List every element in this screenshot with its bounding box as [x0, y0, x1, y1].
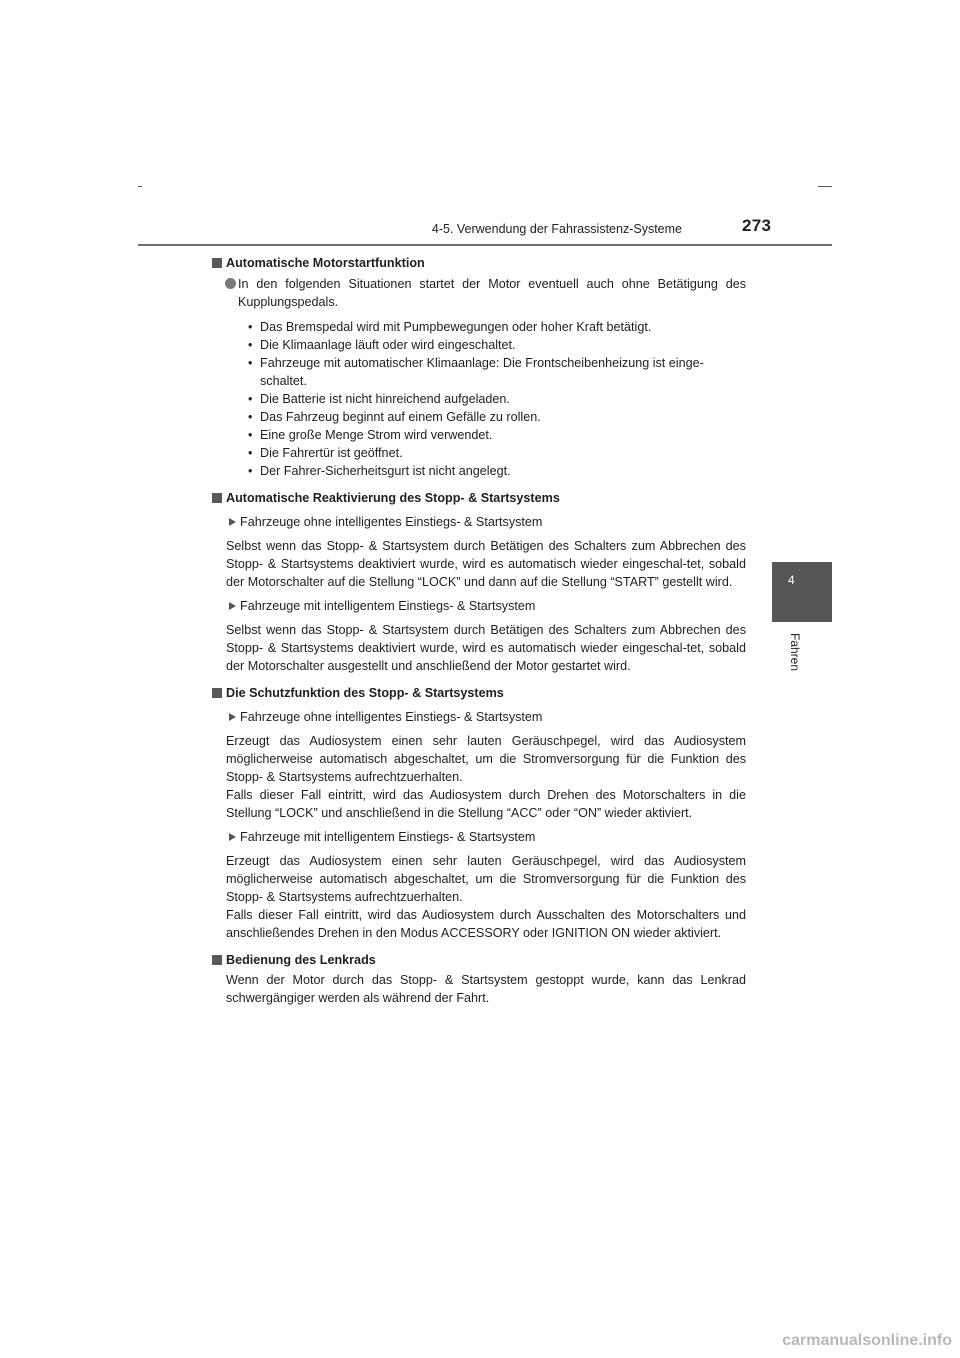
paragraph: Erzeugt das Audiosystem einen sehr lauten Geräuschpegel, wird das Audiosystem möglicherweise automatisch abgeschaltet, um die Stromversorgung für die Funktion des Stopp- & Startsystems aufrechtzuerhalten. Falls dieser Fall eintritt, wird das Audiosystem durch Ausschalten des Motorschalters und anschließendes Drehen in den Modus ACCESSORY oder IGNITION ON wieder aktiviert.	[226, 854, 746, 940]
vehicle-variant-label: Fahrzeuge ohne intelligentes Einstiegs- & Startsystem	[212, 513, 746, 531]
paragraph: Wenn der Motor durch das Stopp- & Startsystem gestoppt wurde, kann das Lenkrad schwergängiger werden als während der Fahrt.	[226, 973, 746, 1005]
bullet-dot-icon: •	[248, 428, 253, 442]
bullet-dot-icon: •	[248, 446, 253, 460]
vehicle-variant-label: Fahrzeuge ohne intelligentes Einstiegs- & Startsystem	[212, 708, 746, 726]
list-item: • Das Fahrzeug beginnt auf einem Gefälle zu rollen.	[248, 410, 541, 424]
crop-mark-left	[138, 186, 142, 187]
bullet-dot-icon: •	[248, 338, 253, 352]
page-content	[212, 254, 746, 1007]
list-item: • Die Fahrertür ist geöffnet.	[248, 446, 403, 460]
list-item: • Die Klimaanlage läuft oder wird eingeschaltet.	[248, 338, 516, 352]
list-item: • Die Batterie ist nicht hinreichend aufgeladen.	[248, 392, 510, 406]
bullet-dot-icon: •	[248, 320, 253, 334]
bullet-dot-icon: •	[248, 392, 253, 406]
watermark: carmanualsonline.info	[782, 1332, 952, 1349]
section-heading: Die Schutzfunktion des Stopp- & Startsystems	[212, 684, 746, 702]
chapter-tab[interactable]	[772, 562, 832, 622]
bullet-dot-icon: •	[248, 464, 253, 478]
square-bullet-icon	[212, 955, 222, 965]
section-heading: Automatische Reaktivierung des Stopp- & Startsystems	[212, 489, 746, 507]
square-bullet-icon	[212, 688, 222, 698]
bullet-dot-icon: •	[248, 410, 253, 424]
list-item: • Fahrzeuge mit automatischer Klimaanlage: Die Frontscheibenheizung ist einge-schaltet.	[248, 356, 704, 388]
circle-bullet-icon	[225, 278, 236, 289]
square-bullet-icon	[212, 493, 222, 503]
running-header-section: 4-5. Verwendung der Fahrassistenz-Systeme	[431, 222, 682, 236]
header-rule	[138, 244, 832, 246]
page-number: 273	[742, 216, 772, 235]
crop-mark-right	[818, 186, 832, 187]
chapter-label: Fahren	[788, 633, 802, 672]
square-bullet-icon	[212, 258, 222, 268]
bullet-dot-icon: •	[248, 356, 253, 370]
vehicle-variant-label: Fahrzeuge mit intelligentem Einstiegs- & Startsystem	[212, 828, 746, 846]
chapter-number: 4	[788, 573, 795, 587]
list-item: • Eine große Menge Strom wird verwendet.	[248, 428, 493, 442]
section-heading: Automatische Motorstartfunktion	[212, 254, 746, 272]
section-intro: In den folgenden Situationen startet der Motor eventuell auch ohne Betätigung des Kupplungspedals.	[212, 275, 746, 311]
section-heading: Bedienung des Lenkrads	[212, 951, 746, 969]
triangle-bullet-icon	[229, 518, 236, 526]
vehicle-variant-label: Fahrzeuge mit intelligentem Einstiegs- & Startsystem	[212, 597, 746, 615]
triangle-bullet-icon	[229, 833, 236, 841]
paragraph: Selbst wenn das Stopp- & Startsystem durch Betätigen des Schalters zum Abbrechen des Stopp- & Startsystems deaktiviert wurde, wird es automatisch wieder eingeschal-tet, sobald der Motorschalter auf die Stellung “LOCK” und dann auf die Stellung “START” gestellt wird.	[226, 539, 746, 589]
list-item: • Der Fahrer-Sicherheitsgurt ist nicht angelegt.	[248, 464, 511, 478]
bullet-list	[212, 318, 746, 480]
list-item: • Das Bremspedal wird mit Pumpbewegungen oder hoher Kraft betätigt.	[248, 320, 652, 334]
paragraph: Selbst wenn das Stopp- & Startsystem durch Betätigen des Schalters zum Abbrechen des Stopp- & Startsystems deaktiviert wurde, wird es automatisch wieder eingeschal-tet, sobald der Motorschalter ausgestellt und anschließend der Motor gestartet wird.	[226, 623, 746, 673]
triangle-bullet-icon	[229, 713, 236, 721]
triangle-bullet-icon	[229, 602, 236, 610]
paragraph: Erzeugt das Audiosystem einen sehr lauten Geräuschpegel, wird das Audiosystem möglicherweise automatisch abgeschaltet, um die Stromversorgung für die Funktion des Stopp- & Startsystems aufrechtzuerhalten. Falls dieser Fall eintritt, wird das Audiosystem durch Drehen des Motorschalters in die Stellung “LOCK” und anschließend in die Stellung “ACC” oder “ON” wieder aktiviert.	[226, 734, 746, 820]
